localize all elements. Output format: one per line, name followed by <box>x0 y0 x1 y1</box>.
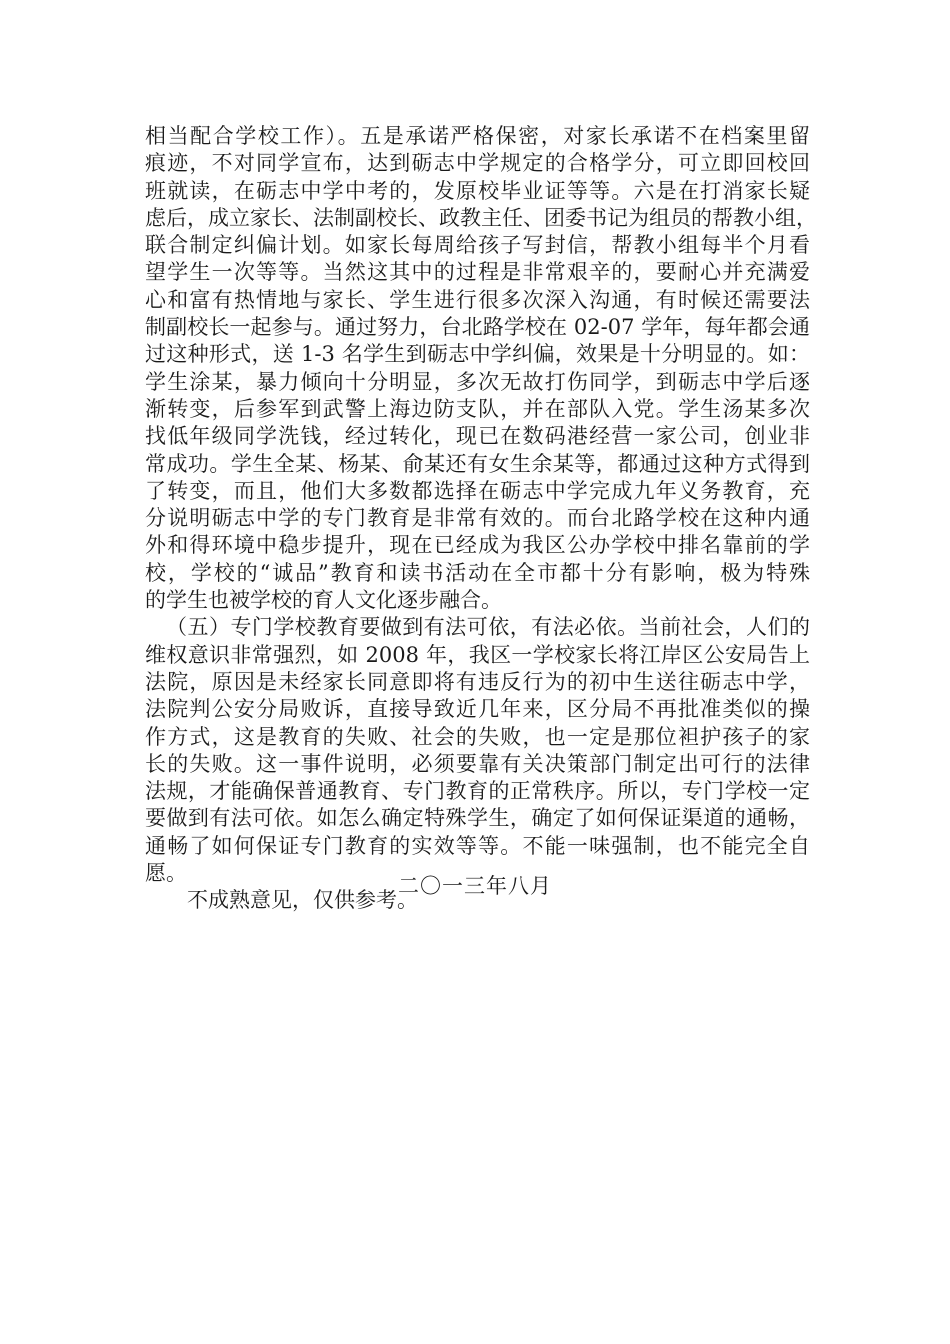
text-line: 学生涂某，暴力倾向十分明显，多次无故打伤同学，到砺志中学后逐 <box>145 369 810 394</box>
closing-remark: 不成熟意见，仅供参考。 <box>187 888 418 913</box>
text-line: 通畅了如何保证专门教育的实效等等。不能一味强制，也不能完全自 <box>145 833 810 858</box>
text-line: 过这种形式，送 1-3 名学生到砺志中学纠偏，效果是十分明显的。如： <box>145 342 810 367</box>
text-line: 法规，才能确保普通教育、专门教育的正常秩序。所以，专门学校一定 <box>145 779 810 804</box>
text-line: 望学生一次等等。当然这其中的过程是非常艰辛的，要耐心并充满爱 <box>145 260 810 285</box>
text-line: 渐转变，后参军到武警上海边防支队，并在部队入党。学生汤某多次 <box>145 396 810 421</box>
text-line: 制副校长一起参与。通过努力，台北路学校在 02-07 学年，每年都会通 <box>145 315 810 340</box>
text-line: 长的失败。这一事件说明，必须要靠有关决策部门制定出可行的法律 <box>145 751 810 776</box>
text-line: 作方式，这是教育的失败、社会的失败，也一定是那位袒护孩子的家 <box>145 724 810 749</box>
text-line: 常成功。学生全某、杨某、俞某还有女生余某等，都通过这种方式得到 <box>145 451 810 476</box>
text-line: 联合制定纠偏计划。如家长每周给孩子写封信，帮教小组每半个月看 <box>145 233 810 258</box>
text-line: 分说明砺志中学的专门教育是非常有效的。而台北路学校在这种内通 <box>145 506 810 531</box>
text-line: （五）专门学校教育要做到有法可依，有法必依。当前社会，人们的 <box>166 615 810 640</box>
document-body <box>145 123 817 915</box>
text-line: 法院判公安分局败诉，直接导致近几年来，区分局不再批准类似的操 <box>145 697 810 722</box>
text-line: 的学生也被学校的育人文化逐步融合。 <box>145 588 502 613</box>
text-line: 心和富有热情地与家长、学生进行很多次深入沟通，有时候还需要法 <box>145 287 810 312</box>
text-line: 维权意识非常强烈，如 2008 年，我区一学校家长将江岸区公安局告上 <box>145 642 810 667</box>
text-line: 校，学校的“诚品”教育和读书活动在全市都十分有影响，极为特殊 <box>145 560 810 585</box>
text-line: 痕迹，不对同学宣布，达到砺志中学规定的合格学分，可立即回校回 <box>145 151 810 176</box>
text-line: 法院，原因是未经家长同意即将有违反行为的初中生送往砺志中学， <box>145 669 810 694</box>
text-line: 虑后，成立家长、法制副校长、政教主任、团委书记为组员的帮教小组， <box>145 205 817 230</box>
document-date: 二〇一三年八月 <box>398 874 552 898</box>
text-line: 外和得环境中稳步提升，现在已经成为我区公办学校中排名靠前的学 <box>145 533 810 558</box>
text-line: 相当配合学校工作）。五是承诺严格保密，对家长承诺不在档案里留 <box>145 124 810 148</box>
paragraph-2 <box>145 614 810 887</box>
text-line: 要做到有法可依。如怎么确定特殊学生，确定了如何保证渠道的通畅， <box>145 806 810 831</box>
text-line: 了转变，而且，他们大多数都选择在砺志中学完成九年义务教育，充 <box>145 478 810 503</box>
text-line: 愿。 <box>145 861 187 886</box>
text-line: 班就读，在砺志中学中考的，发原校毕业证等等。六是在打消家长疑 <box>145 178 810 203</box>
text-line: 找低年级同学洗钱，经过转化，现已在数码港经营一家公司，创业非 <box>145 424 810 449</box>
paragraph-1 <box>145 123 817 614</box>
